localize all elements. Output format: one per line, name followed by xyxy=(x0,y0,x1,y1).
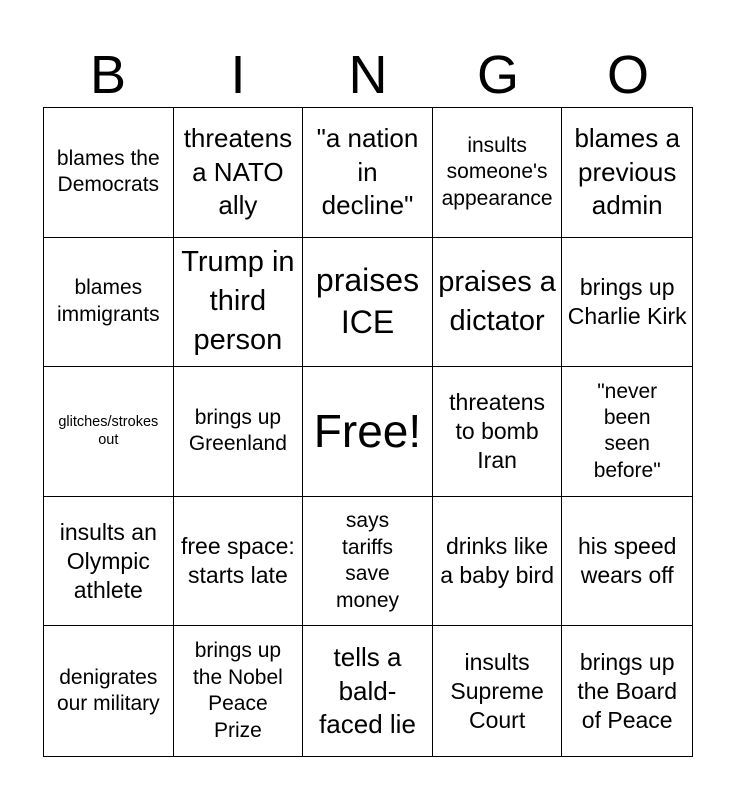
header-letter-g: G xyxy=(476,45,519,105)
cell-text: his speed wears off xyxy=(577,533,677,589)
bingo-cell[interactable] xyxy=(174,497,304,627)
cell-text: threatens to bomb Iran xyxy=(449,389,546,473)
bingo-cell[interactable] xyxy=(303,108,433,238)
cell-text: says tariffs save money xyxy=(335,509,399,612)
bingo-cell[interactable] xyxy=(562,108,692,238)
bingo-cell[interactable] xyxy=(303,238,433,368)
bingo-cell[interactable] xyxy=(303,497,433,627)
cell-text: "a nation in decline" xyxy=(316,123,419,220)
bingo-cell[interactable] xyxy=(562,367,692,497)
bingo-cell[interactable] xyxy=(433,497,563,627)
bingo-cell[interactable] xyxy=(174,238,304,368)
cell-text: brings up Charlie Kirk xyxy=(567,273,687,329)
bingo-cell[interactable] xyxy=(433,367,563,497)
cell-text: insults Supreme Court xyxy=(450,648,544,733)
cell-text: free space: starts late xyxy=(180,533,295,589)
cell-text: brings up the Board of Peace xyxy=(577,648,678,733)
cell-text: brings up Greenland xyxy=(188,406,287,456)
cell-text: denigrates our military xyxy=(56,665,160,716)
cell-text: tells a bald-faced lie xyxy=(319,642,416,739)
bingo-cell[interactable] xyxy=(44,238,174,368)
cell-text: threatens a NATO ally xyxy=(183,123,293,220)
bingo-cell[interactable] xyxy=(562,626,692,756)
header-letter-i: I xyxy=(230,45,246,105)
bingo-cell[interactable] xyxy=(44,108,174,238)
bingo-cell[interactable] xyxy=(44,497,174,627)
bingo-cell[interactable] xyxy=(562,497,692,627)
bingo-cell[interactable] xyxy=(562,238,692,368)
free-space[interactable] xyxy=(303,367,433,497)
bingo-cell[interactable] xyxy=(433,238,563,368)
free-space-text: Free! xyxy=(313,405,422,458)
cell-text: blames the Democrats xyxy=(56,146,160,197)
cell-text: praises a dictator xyxy=(438,265,556,337)
bingo-cell[interactable] xyxy=(174,626,304,756)
cell-text: drinks like a baby bird xyxy=(440,533,554,589)
bingo-cell[interactable] xyxy=(433,108,563,238)
bingo-board xyxy=(43,107,693,757)
bingo-cell[interactable] xyxy=(174,108,304,238)
bingo-cell[interactable] xyxy=(433,626,563,756)
cell-text: blames a previous admin xyxy=(574,123,680,220)
cell-text: glitches/strokes out xyxy=(58,413,159,449)
cell-text: insults an Olympic athlete xyxy=(59,518,157,603)
cell-text: praises ICE xyxy=(315,262,420,340)
bingo-header xyxy=(43,42,693,108)
header-letter-b: B xyxy=(89,45,127,105)
header-letter-n: N xyxy=(348,45,388,105)
header-letter-o: O xyxy=(606,45,649,105)
cell-text: "never been seen before" xyxy=(593,379,661,482)
cell-text: Trump in third person xyxy=(181,246,295,357)
cell-text: brings up the Nobel Peace Prize xyxy=(192,639,283,742)
bingo-cell[interactable] xyxy=(174,367,304,497)
cell-text: insults someone's appearance xyxy=(441,133,553,210)
bingo-cell[interactable] xyxy=(44,367,174,497)
bingo-cell[interactable] xyxy=(44,626,174,756)
cell-text: blames immigrants xyxy=(56,276,160,326)
bingo-cell[interactable] xyxy=(303,626,433,756)
